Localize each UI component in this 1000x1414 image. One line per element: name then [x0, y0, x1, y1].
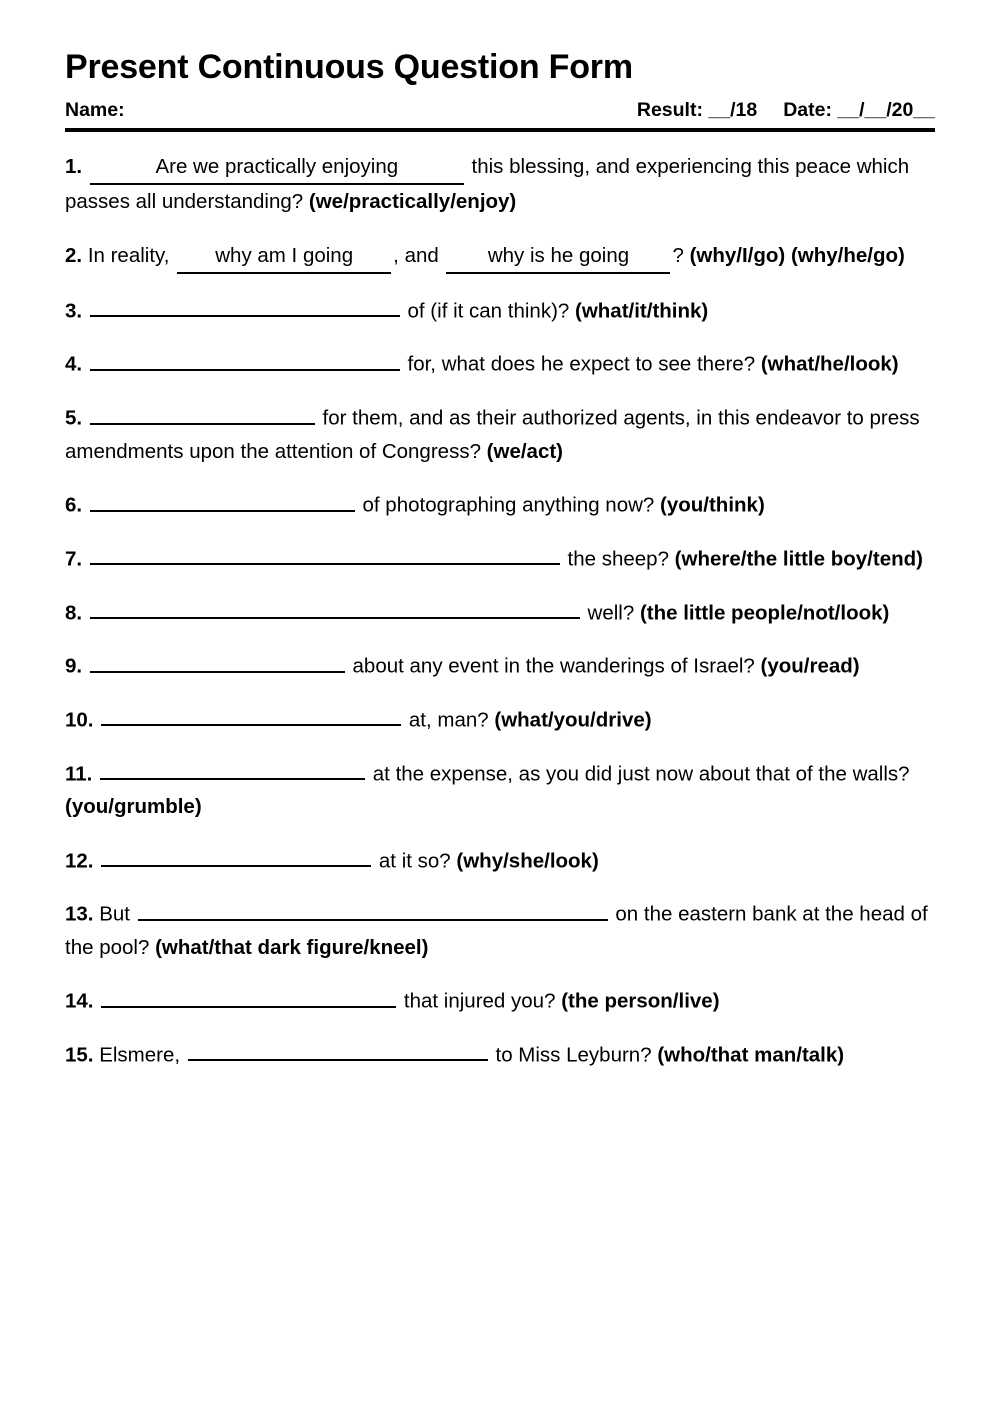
question-item	[65, 347, 935, 381]
answer-blank[interactable]	[101, 984, 396, 1008]
question-number: 6.	[65, 493, 83, 517]
question-item	[65, 239, 935, 274]
question-item	[65, 649, 935, 683]
question-item	[65, 757, 935, 824]
question-hint: (where/the little boy/tend)	[674, 547, 923, 571]
answer-blank[interactable]	[90, 401, 315, 425]
question-number: 5.	[65, 406, 83, 430]
question-hint: (what/that dark figure/kneel)	[155, 936, 429, 960]
answer-blank[interactable]	[90, 294, 400, 318]
question-text-post: for them, and as their authorized agents, in this endeavor to press amendments upon the attention of Congress?	[65, 406, 920, 463]
answer-blank[interactable]	[138, 897, 608, 921]
question-number: 10.	[65, 708, 94, 732]
answer-blank[interactable]	[90, 649, 345, 673]
question-number: 7.	[65, 547, 83, 571]
question-text-pre: But	[99, 902, 130, 926]
result-label: Result:	[636, 99, 703, 122]
date-field	[783, 99, 935, 122]
result-field	[637, 99, 757, 122]
question-item	[65, 294, 935, 328]
question-text-post: to Miss Leyburn?	[495, 1043, 652, 1067]
question-text-mid: , and	[393, 243, 439, 267]
question-item	[65, 1038, 935, 1072]
answer-blank[interactable]	[101, 703, 401, 727]
question-item	[65, 897, 935, 964]
question-number: 2.	[65, 243, 83, 267]
question-item	[65, 596, 935, 630]
answer-filled-2[interactable]: why is he going	[446, 239, 670, 274]
question-text-post: ?	[672, 243, 684, 267]
answer-blank[interactable]	[90, 488, 355, 512]
question-number: 12.	[65, 849, 94, 873]
question-hint: (you/think)	[660, 493, 765, 517]
result-blank[interactable]: __/18	[708, 99, 758, 122]
question-text-post: on the eastern bank at the head of the pool?	[65, 902, 928, 960]
question-item	[65, 703, 935, 737]
date-blank[interactable]: __/__/20__	[837, 99, 935, 122]
question-item	[65, 844, 935, 878]
question-number: 3.	[65, 299, 83, 323]
header-meta-right	[637, 99, 935, 122]
answer-blank[interactable]	[188, 1038, 488, 1062]
answer-filled[interactable]: Are we practically enjoying	[90, 150, 464, 185]
question-text-post: well?	[587, 601, 635, 625]
question-item	[65, 984, 935, 1018]
question-number: 1.	[65, 155, 83, 179]
header-meta-row	[65, 99, 935, 122]
question-number: 9.	[65, 654, 83, 678]
question-number: 11.	[65, 762, 93, 786]
question-hint: (the person/live)	[561, 989, 720, 1013]
question-text-pre: In reality,	[87, 243, 170, 267]
question-number: 13.	[65, 902, 94, 926]
question-text-pre: Elsmere,	[99, 1043, 181, 1067]
question-number: 4.	[65, 352, 83, 376]
question-number: 14.	[65, 989, 94, 1013]
question-text-post: of (if it can think)?	[407, 299, 570, 323]
question-hint: (we/practically/enjoy)	[308, 190, 517, 214]
name-label: Name:	[65, 99, 125, 122]
questions-list	[65, 150, 935, 1072]
answer-blank[interactable]	[101, 844, 371, 868]
question-text-post: at the expense, as you did just now about that of the walls?	[372, 762, 910, 786]
question-text-post: of photographing anything now?	[362, 493, 655, 517]
question-hint: (what/he/look)	[760, 352, 899, 376]
question-hint: (what/you/drive)	[494, 708, 652, 732]
question-text-post: about any event in the wanderings of Israel?	[352, 654, 755, 678]
question-text-post: for, what does he expect to see there?	[407, 352, 756, 376]
question-hint: (why/she/look)	[456, 849, 599, 873]
question-hint: (we/act)	[486, 439, 563, 463]
answer-filled[interactable]: why am I going	[177, 239, 391, 274]
question-hint: (what/it/think)	[575, 299, 709, 323]
question-hint: (you/grumble)	[65, 795, 202, 819]
question-text-post: that injured you?	[403, 989, 556, 1013]
date-label: Date:	[783, 99, 832, 122]
answer-blank[interactable]	[90, 596, 580, 620]
question-item	[65, 488, 935, 522]
question-text-post: at, man?	[408, 708, 489, 732]
question-text-post: at it so?	[378, 849, 451, 873]
question-text-post: this blessing, and experiencing this peace which passes all understanding?	[65, 155, 910, 214]
question-number: 8.	[65, 601, 83, 625]
question-hint: (who/that man/talk)	[657, 1043, 845, 1067]
answer-blank[interactable]	[90, 347, 400, 371]
question-item	[65, 401, 935, 468]
question-hint: (the little people/not/look)	[639, 601, 890, 625]
question-number: 15.	[65, 1043, 94, 1067]
answer-blank[interactable]	[90, 542, 560, 566]
question-hint: (you/read)	[760, 654, 860, 678]
page-title: Present Continuous Question Form	[65, 48, 633, 86]
header-divider	[65, 128, 935, 132]
question-hint: (why/I/go) (why/he/go)	[689, 243, 905, 267]
question-item	[65, 542, 935, 576]
answer-blank[interactable]	[100, 757, 365, 781]
question-text-post: the sheep?	[567, 547, 669, 571]
question-item	[65, 150, 935, 218]
